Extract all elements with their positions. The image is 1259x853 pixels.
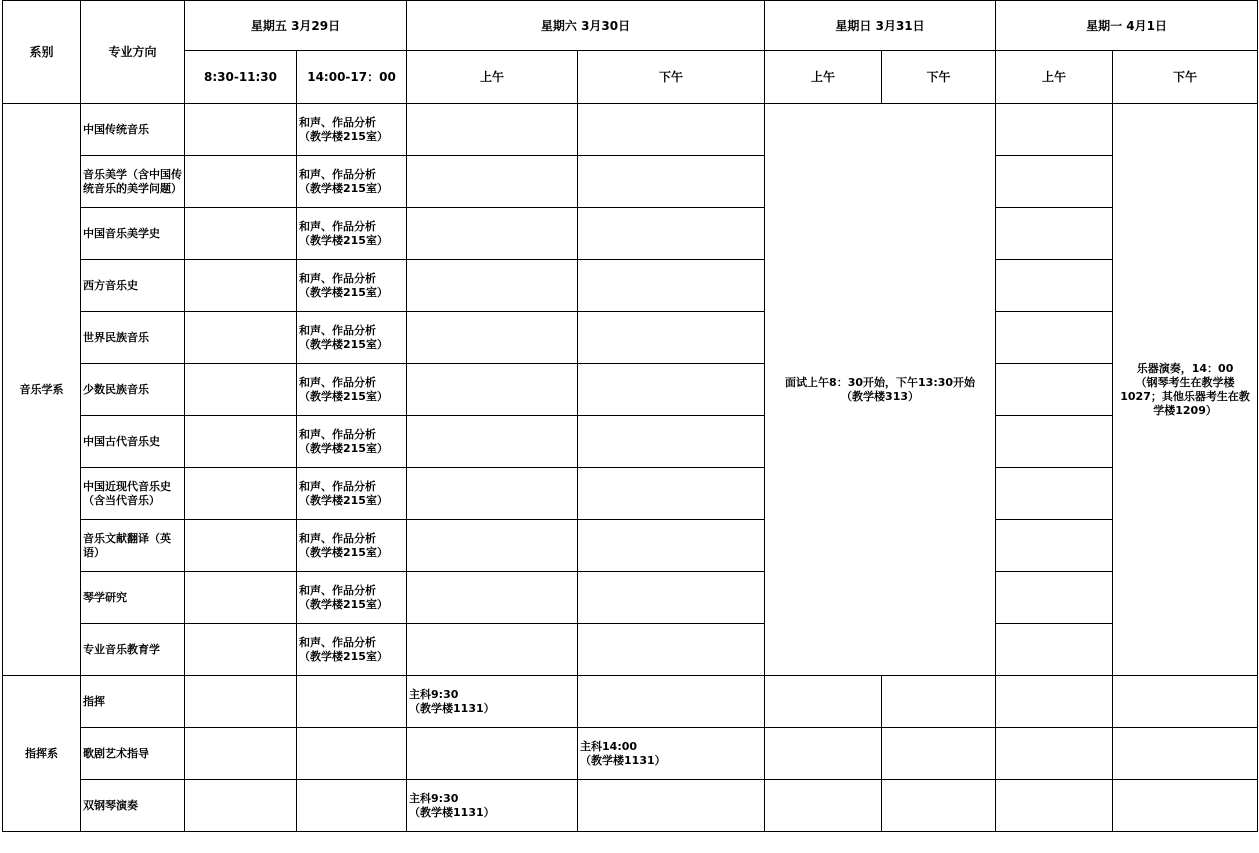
- slot-header-mon-pm: 下午: [1113, 51, 1258, 104]
- fri-pm-exam: 和声、作品分析 （教学楼215室）: [297, 364, 407, 416]
- empty-cell: [407, 104, 578, 156]
- sun-interview: 面试上午8：30开始，下午13:30开始 （教学楼313）: [765, 104, 996, 676]
- fri-pm-exam: 和声、作品分析 （教学楼215室）: [297, 416, 407, 468]
- table-row: [3, 416, 1258, 468]
- empty-cell: [578, 312, 765, 364]
- empty-cell: [185, 312, 297, 364]
- fri-pm-exam: 和声、作品分析 （教学楼215室）: [297, 572, 407, 624]
- sat-am-exam: 主科9:30 （教学楼1131）: [407, 676, 578, 728]
- slot-header-sun-am: 上午: [765, 51, 882, 104]
- major-name: 专业音乐教育学: [81, 624, 185, 676]
- slot-header-sun-pm: 下午: [882, 51, 996, 104]
- major-name: 中国近现代音乐史（含当代音乐）: [81, 468, 185, 520]
- sat-am-exam: [407, 728, 578, 780]
- empty-cell: [185, 104, 297, 156]
- empty-cell: [407, 520, 578, 572]
- table-row: [3, 208, 1258, 260]
- dept-column-header: 系别: [3, 1, 81, 104]
- header-row-slots: [3, 51, 1258, 104]
- fri-pm-exam: 和声、作品分析 （教学楼215室）: [297, 104, 407, 156]
- empty-cell: [297, 780, 407, 832]
- empty-cell: [578, 624, 765, 676]
- table-row: [3, 156, 1258, 208]
- fri-pm-exam: 和声、作品分析 （教学楼215室）: [297, 468, 407, 520]
- sat-pm-exam: [578, 780, 765, 832]
- major-name: 世界民族音乐: [81, 312, 185, 364]
- empty-cell: [882, 676, 996, 728]
- empty-cell: [185, 728, 297, 780]
- empty-cell: [185, 520, 297, 572]
- table-row: [3, 260, 1258, 312]
- empty-cell: [407, 156, 578, 208]
- exam-schedule-table: [2, 0, 1258, 832]
- major-name: 中国古代音乐史: [81, 416, 185, 468]
- empty-cell: [407, 208, 578, 260]
- dept-name-conducting: 指挥系: [3, 676, 81, 832]
- empty-cell: [185, 780, 297, 832]
- empty-cell: [407, 364, 578, 416]
- fri-pm-exam: 和声、作品分析 （教学楼215室）: [297, 312, 407, 364]
- fri-pm-exam: 和声、作品分析 （教学楼215室）: [297, 156, 407, 208]
- empty-cell: [578, 468, 765, 520]
- empty-cell: [185, 260, 297, 312]
- empty-cell: [996, 572, 1113, 624]
- empty-cell: [882, 728, 996, 780]
- empty-cell: [996, 624, 1113, 676]
- major-name: 指挥: [81, 676, 185, 728]
- empty-cell: [297, 676, 407, 728]
- major-name: 中国音乐美学史: [81, 208, 185, 260]
- empty-cell: [185, 468, 297, 520]
- major-name: 中国传统音乐: [81, 104, 185, 156]
- empty-cell: [578, 260, 765, 312]
- empty-cell: [996, 312, 1113, 364]
- empty-cell: [996, 156, 1113, 208]
- empty-cell: [185, 624, 297, 676]
- empty-cell: [578, 104, 765, 156]
- empty-cell: [578, 416, 765, 468]
- empty-cell: [407, 416, 578, 468]
- empty-cell: [578, 572, 765, 624]
- slot-header-mon-am: 上午: [996, 51, 1113, 104]
- empty-cell: [407, 260, 578, 312]
- mon-pm-instrument: 乐器演奏，14：00 （钢琴考生在教学楼1027；其他乐器考生在教学楼1209）: [1113, 104, 1258, 676]
- dept-name-music: 音乐学系: [3, 104, 81, 676]
- empty-cell: [578, 520, 765, 572]
- empty-cell: [407, 312, 578, 364]
- empty-cell: [996, 104, 1113, 156]
- empty-cell: [297, 728, 407, 780]
- major-name: 音乐文献翻译（英语）: [81, 520, 185, 572]
- major-name: 双钢琴演奏: [81, 780, 185, 832]
- slot-header-fri-am: 8:30-11:30: [185, 51, 297, 104]
- empty-cell: [185, 364, 297, 416]
- major-name: 西方音乐史: [81, 260, 185, 312]
- empty-cell: [996, 208, 1113, 260]
- empty-cell: [765, 728, 882, 780]
- empty-cell: [1113, 728, 1258, 780]
- fri-pm-exam: 和声、作品分析 （教学楼215室）: [297, 624, 407, 676]
- day-header-monday: 星期一 4月1日: [996, 1, 1258, 51]
- empty-cell: [996, 468, 1113, 520]
- table-row: [3, 572, 1258, 624]
- empty-cell: [996, 520, 1113, 572]
- empty-cell: [1113, 780, 1258, 832]
- sat-pm-exam: 主科14:00 （教学楼1131）: [578, 728, 765, 780]
- slot-header-fri-pm: 14:00-17：00: [297, 51, 407, 104]
- fri-pm-exam: 和声、作品分析 （教学楼215室）: [297, 260, 407, 312]
- empty-cell: [996, 364, 1113, 416]
- sat-am-exam: 主科9:30 （教学楼1131）: [407, 780, 578, 832]
- day-header-friday: 星期五 3月29日: [185, 1, 407, 51]
- empty-cell: [185, 572, 297, 624]
- empty-cell: [578, 156, 765, 208]
- day-header-saturday: 星期六 3月30日: [407, 1, 765, 51]
- table-row: [3, 364, 1258, 416]
- table-row: [3, 468, 1258, 520]
- table-row: [3, 728, 1258, 780]
- major-name: 歌剧艺术指导: [81, 728, 185, 780]
- sat-pm-exam: [578, 676, 765, 728]
- table-row: [3, 520, 1258, 572]
- empty-cell: [996, 416, 1113, 468]
- empty-cell: [765, 780, 882, 832]
- table-row: [3, 624, 1258, 676]
- header-row-days: [3, 1, 1258, 51]
- empty-cell: [407, 468, 578, 520]
- empty-cell: [578, 364, 765, 416]
- table-row: [3, 676, 1258, 728]
- empty-cell: [996, 780, 1113, 832]
- empty-cell: [765, 676, 882, 728]
- empty-cell: [185, 676, 297, 728]
- major-name: 少数民族音乐: [81, 364, 185, 416]
- empty-cell: [882, 780, 996, 832]
- fri-pm-exam: 和声、作品分析 （教学楼215室）: [297, 208, 407, 260]
- empty-cell: [996, 260, 1113, 312]
- empty-cell: [185, 156, 297, 208]
- day-header-sunday: 星期日 3月31日: [765, 1, 996, 51]
- slot-header-sat-am: 上午: [407, 51, 578, 104]
- table-row: [3, 104, 1258, 156]
- slot-header-sat-pm: 下午: [578, 51, 765, 104]
- major-column-header: 专业方向: [81, 1, 185, 104]
- table-row: [3, 312, 1258, 364]
- major-name: 琴学研究: [81, 572, 185, 624]
- empty-cell: [996, 676, 1113, 728]
- fri-pm-exam: 和声、作品分析 （教学楼215室）: [297, 520, 407, 572]
- empty-cell: [578, 208, 765, 260]
- empty-cell: [1113, 676, 1258, 728]
- empty-cell: [185, 416, 297, 468]
- empty-cell: [407, 624, 578, 676]
- empty-cell: [996, 728, 1113, 780]
- table-row: [3, 780, 1258, 832]
- empty-cell: [407, 572, 578, 624]
- major-name: 音乐美学（含中国传统音乐的美学问题）: [81, 156, 185, 208]
- empty-cell: [185, 208, 297, 260]
